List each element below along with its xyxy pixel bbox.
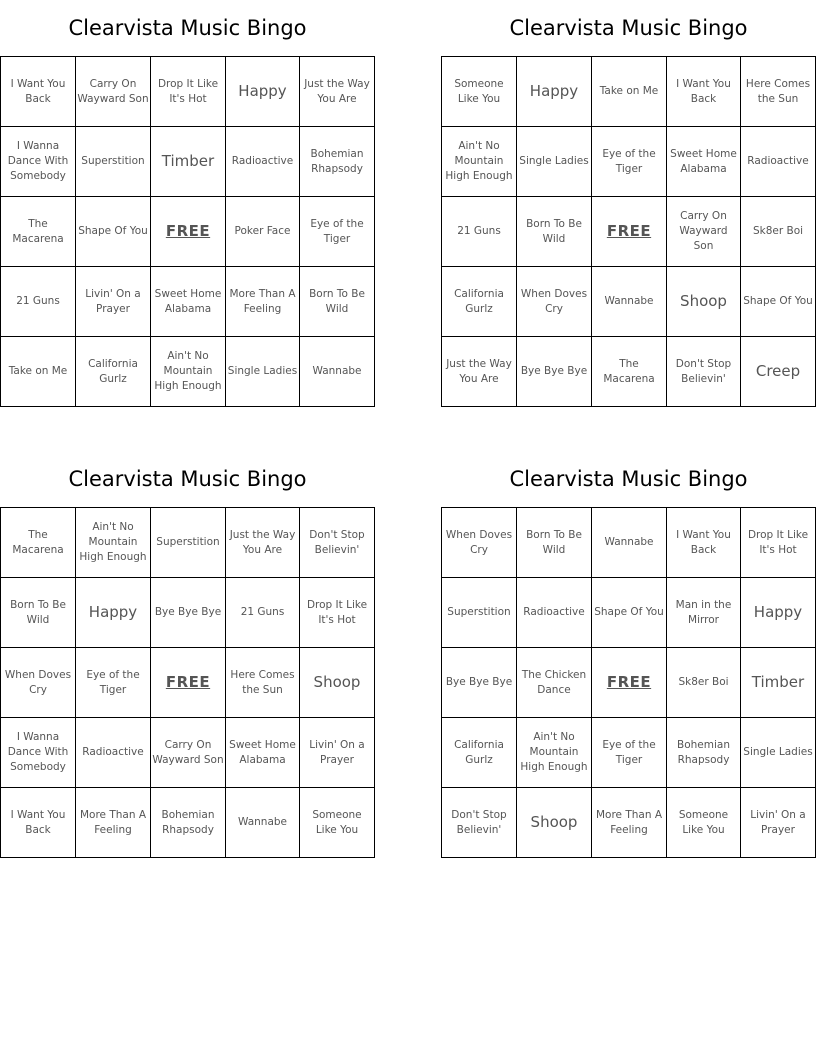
bingo-card-1 [0, 0, 375, 407]
bingo-cell: Shape Of You [76, 197, 151, 267]
card-title: Clearvista Music Bingo [68, 467, 307, 491]
bingo-cell: Carry On Wayward Son [667, 197, 741, 267]
bingo-card-2 [441, 0, 816, 407]
bingo-cell: Bohemian Rhapsody [667, 718, 741, 788]
card-title: Clearvista Music Bingo [509, 467, 748, 491]
bingo-cell: Bye Bye Bye [442, 648, 517, 718]
bingo-cell: The Macarena [1, 197, 76, 267]
bingo-cell: Take on Me [1, 337, 76, 407]
bingo-cell: Don't Stop Believin' [300, 508, 375, 578]
bingo-cell: Just the Way You Are [442, 337, 517, 407]
bingo-cell: I Want You Back [1, 57, 76, 127]
free-space: FREE [151, 197, 226, 267]
bingo-cell: I Want You Back [667, 57, 741, 127]
bingo-cell: California Gurlz [76, 337, 151, 407]
bingo-cell: 21 Guns [226, 578, 300, 648]
bingo-card-3 [0, 451, 375, 858]
bingo-cell: Here Comes the Sun [226, 648, 300, 718]
card-title: Clearvista Music Bingo [509, 16, 748, 40]
bingo-cell: I Want You Back [1, 788, 76, 858]
bingo-cell: Drop It Like It's Hot [300, 578, 375, 648]
bingo-cell: More Than A Feeling [592, 788, 667, 858]
bingo-cell: Eye of the Tiger [592, 127, 667, 197]
bingo-cell: Bohemian Rhapsody [300, 127, 375, 197]
bingo-cell: Drop It Like It's Hot [741, 508, 816, 578]
bingo-cell: Radioactive [76, 718, 151, 788]
bingo-cell: Radioactive [741, 127, 816, 197]
bingo-cell: The Macarena [1, 508, 76, 578]
bingo-cell: Ain't No Mountain High Enough [151, 337, 226, 407]
bingo-cell: Bye Bye Bye [517, 337, 592, 407]
bingo-cell: Someone Like You [300, 788, 375, 858]
bingo-cell: Carry On Wayward Son [151, 718, 226, 788]
bingo-cell: Sweet Home Alabama [667, 127, 741, 197]
bingo-cell: Timber [151, 127, 226, 197]
bingo-cell: Superstition [76, 127, 151, 197]
bingo-cell: Happy [76, 578, 151, 648]
bingo-cell: More Than A Feeling [226, 267, 300, 337]
bingo-cell: Poker Face [226, 197, 300, 267]
bingo-cell: 21 Guns [1, 267, 76, 337]
bingo-cell: Happy [517, 57, 592, 127]
bingo-cell: Radioactive [226, 127, 300, 197]
bingo-cell: Shoop [300, 648, 375, 718]
bingo-cell: Sk8er Boi [667, 648, 741, 718]
bingo-cell: Wannabe [226, 788, 300, 858]
bingo-cell: California Gurlz [442, 267, 517, 337]
bingo-cell: Born To Be Wild [517, 508, 592, 578]
bingo-cell: Wannabe [592, 508, 667, 578]
bingo-cell: Someone Like You [667, 788, 741, 858]
card-title: Clearvista Music Bingo [68, 16, 307, 40]
bingo-grid [441, 507, 816, 858]
free-space: FREE [592, 648, 667, 718]
bingo-cell: Shoop [667, 267, 741, 337]
bingo-cell: Wannabe [592, 267, 667, 337]
bingo-card-4 [441, 451, 816, 858]
free-space: FREE [592, 197, 667, 267]
bingo-cell: Man in the Mirror [667, 578, 741, 648]
bingo-cell: Don't Stop Believin' [667, 337, 741, 407]
bingo-cell: Timber [741, 648, 816, 718]
bingo-cell: Happy [226, 57, 300, 127]
bingo-cell: Shape Of You [741, 267, 816, 337]
bingo-cell: Shape Of You [592, 578, 667, 648]
bingo-cell: Ain't No Mountain High Enough [517, 718, 592, 788]
bingo-cell: Don't Stop Believin' [442, 788, 517, 858]
bingo-cell: Born To Be Wild [517, 197, 592, 267]
bingo-cell: Radioactive [517, 578, 592, 648]
bingo-cell: Sweet Home Alabama [151, 267, 226, 337]
bingo-cell: Livin' On a Prayer [76, 267, 151, 337]
bingo-cell: Wannabe [300, 337, 375, 407]
bingo-cell: Eye of the Tiger [300, 197, 375, 267]
bingo-cell: Bye Bye Bye [151, 578, 226, 648]
bingo-cell: The Chicken Dance [517, 648, 592, 718]
bingo-cell: Single Ladies [226, 337, 300, 407]
bingo-cell: More Than A Feeling [76, 788, 151, 858]
bingo-cell: I Wanna Dance With Somebody [1, 127, 76, 197]
bingo-cell: I Wanna Dance With Somebody [1, 718, 76, 788]
bingo-cell: California Gurlz [442, 718, 517, 788]
bingo-cell: Creep [741, 337, 816, 407]
bingo-cell: Eye of the Tiger [76, 648, 151, 718]
bingo-cell: The Macarena [592, 337, 667, 407]
bingo-cell: Eye of the Tiger [592, 718, 667, 788]
bingo-cell: Superstition [442, 578, 517, 648]
bingo-cell: Ain't No Mountain High Enough [442, 127, 517, 197]
bingo-cell: 21 Guns [442, 197, 517, 267]
bingo-cell: Drop It Like It's Hot [151, 57, 226, 127]
bingo-cell: Bohemian Rhapsody [151, 788, 226, 858]
bingo-cell: Ain't No Mountain High Enough [76, 508, 151, 578]
bingo-cell: Born To Be Wild [300, 267, 375, 337]
bingo-cell: Single Ladies [741, 718, 816, 788]
bingo-cell: When Doves Cry [517, 267, 592, 337]
bingo-cell: When Doves Cry [442, 508, 517, 578]
bingo-cell: Someone Like You [442, 57, 517, 127]
bingo-cell: Just the Way You Are [300, 57, 375, 127]
bingo-cell: Take on Me [592, 57, 667, 127]
bingo-cell: Happy [741, 578, 816, 648]
bingo-cell: When Doves Cry [1, 648, 76, 718]
bingo-cell: Carry On Wayward Son [76, 57, 151, 127]
bingo-cell: Livin' On a Prayer [741, 788, 816, 858]
bingo-cell: Here Comes the Sun [741, 57, 816, 127]
bingo-cell: Just the Way You Are [226, 508, 300, 578]
bingo-cell: Born To Be Wild [1, 578, 76, 648]
bingo-cell: Livin' On a Prayer [300, 718, 375, 788]
bingo-grid [0, 507, 375, 858]
bingo-cell: I Want You Back [667, 508, 741, 578]
bingo-cell: Single Ladies [517, 127, 592, 197]
free-space: FREE [151, 648, 226, 718]
bingo-grid [0, 56, 375, 407]
bingo-cell: Shoop [517, 788, 592, 858]
bingo-cell: Superstition [151, 508, 226, 578]
bingo-cell: Sk8er Boi [741, 197, 816, 267]
bingo-cell: Sweet Home Alabama [226, 718, 300, 788]
bingo-grid [441, 56, 816, 407]
